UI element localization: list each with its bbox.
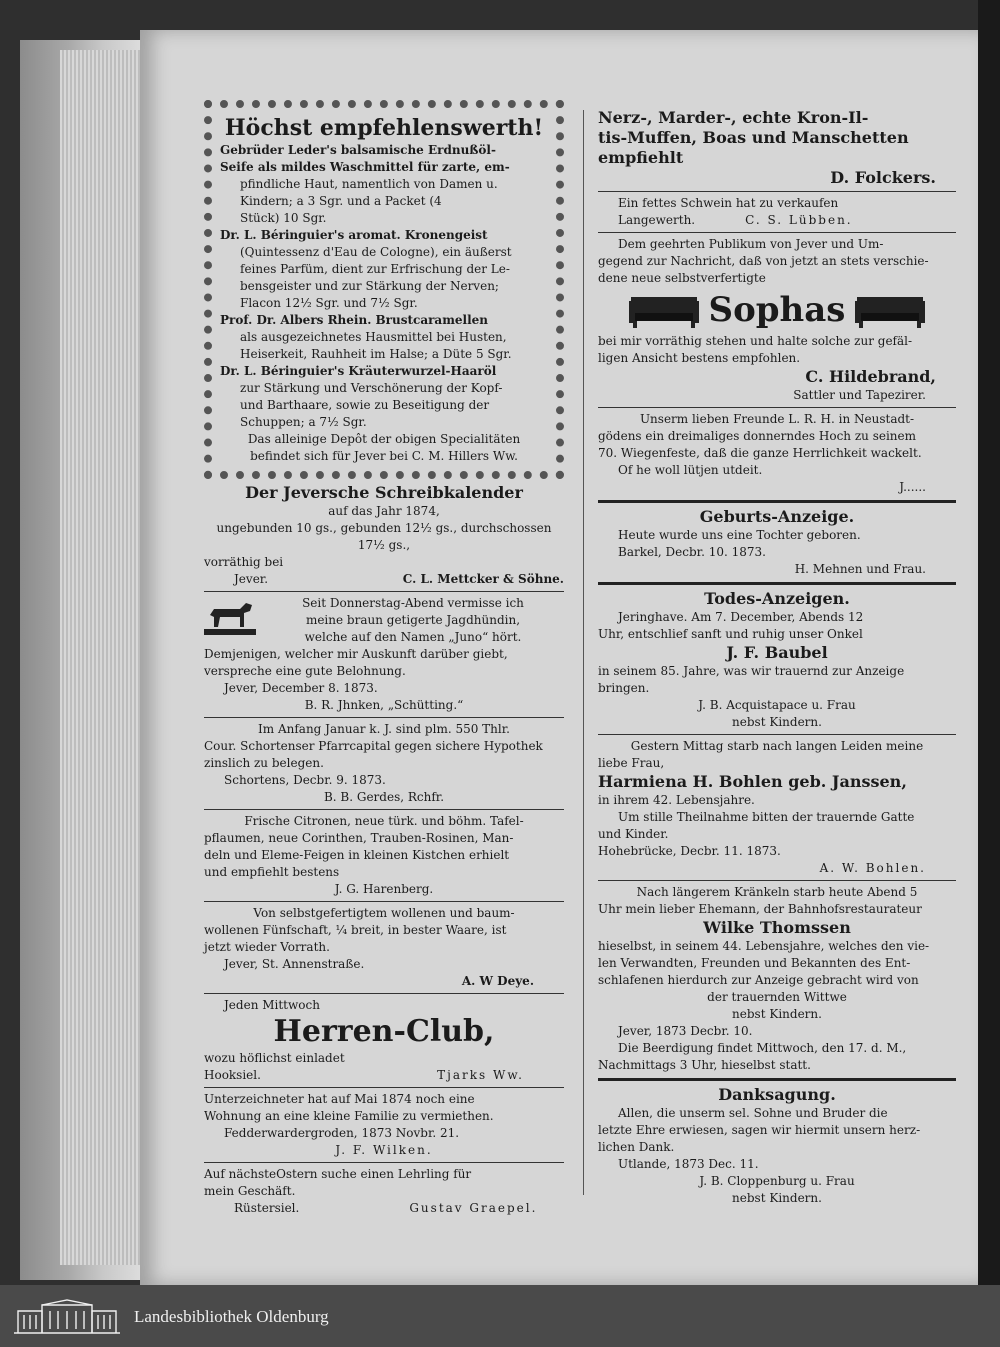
- ad-line: Gestern Mittag starb nach langen Leiden meine: [630, 739, 924, 753]
- ad-title: Höchst empfehlenswerth!: [224, 115, 544, 141]
- ad-line: Jever, 1873 Decbr. 10.: [618, 1024, 753, 1038]
- ad-title: Der Jeversche Schreibkalender: [245, 483, 523, 502]
- ad-line: in seinem 85. Jahre, was wir trauernd zur Anzeige: [598, 664, 905, 678]
- ad-line: verspreche eine gute Belohnung.: [204, 664, 406, 678]
- ad-line: Heiserkeit, Rauhheit im Halse; a Düte 5 Sgr.: [240, 347, 512, 361]
- rule: [598, 734, 956, 735]
- rule: [598, 232, 956, 233]
- ad-pig: [598, 195, 956, 229]
- name: C. S. Lübben.: [745, 213, 853, 227]
- ad-line: Ein fettes Schwein hat zu verkaufen: [618, 196, 839, 210]
- ad-line: Von selbstgefertigtem wollenen und baum-: [253, 906, 515, 920]
- ad-line: Jeden Mittwoch: [224, 998, 320, 1012]
- ad-line: gegend zur Nachricht, daß von jetzt an stets verschie-: [598, 254, 929, 268]
- ad-line: welche auf den Namen „Juno“ hört.: [304, 630, 522, 644]
- ad-line: nebst Kindern.: [732, 1007, 822, 1021]
- ad-line: mein Geschäft.: [204, 1184, 296, 1198]
- ad-title: Danksagung.: [718, 1085, 836, 1104]
- ad-line: feines Parfüm, dient zur Erfrischung der Le-: [240, 262, 510, 276]
- ad-line: Dr. L. Béringuier's Kräuterwurzel-Haaröl: [220, 364, 497, 378]
- ad-title: Geburts-Anzeige.: [699, 507, 855, 526]
- ad-line: Jever, St. Annenstraße.: [224, 957, 365, 971]
- ad-line: Uhr, entschlief sanft und ruhig unser Onkel: [598, 627, 863, 641]
- rule: [204, 1087, 564, 1088]
- ad-line: Barkel, Decbr. 10. 1873.: [618, 545, 766, 559]
- ad-death-notice-3: [598, 884, 956, 1074]
- ad-signature: B. B. Gerdes, Rchfr.: [323, 790, 445, 804]
- ad-furs: [598, 108, 956, 188]
- ad-line: und Kinder.: [598, 827, 669, 841]
- rule: [598, 880, 956, 881]
- ad-line: nebst Kindern.: [732, 1191, 822, 1205]
- ad-line: nebst Kindern.: [732, 715, 822, 729]
- ad-line: Seit Donnerstag-Abend vermisse ich: [302, 596, 524, 610]
- ad-line: Nerz-, Marder-, echte Kron-Il-: [598, 108, 869, 127]
- ad-line: Unserm lieben Freunde L. R. H. in Neustadt-: [639, 412, 915, 426]
- ad-line: (Quintessenz d'Eau de Cologne), ein äußerst: [240, 245, 512, 259]
- place: Rüstersiel.: [234, 1201, 300, 1215]
- ad-apartment: [204, 1091, 564, 1159]
- ad-signature: A. W. Bohlen.: [819, 861, 926, 875]
- ad-line: Utlande, 1873 Dec. 11.: [618, 1157, 759, 1171]
- ad-line: empfiehlt: [598, 148, 684, 167]
- ad-signature: D. Folckers.: [830, 168, 936, 187]
- ad-line: Prof. Dr. Albers Rhein. Brustcaramellen: [220, 313, 489, 327]
- ad-birthday: [598, 411, 956, 496]
- ad-line: 70. Wiegenfeste, daß die ganze Herrlichkeit wackelt.: [598, 446, 922, 460]
- ad-signature: J......: [899, 480, 926, 494]
- ad-signature: B. R. Jhnken, „Schütting.“: [304, 698, 464, 712]
- ad-line: Cour. Schortenser Pfarrcapital gegen sichere Hypothek: [204, 739, 543, 753]
- ad-signature-row: [204, 571, 564, 588]
- ad-line: bringen.: [598, 681, 650, 695]
- ad-line: ungebunden 10 gs., gebunden 12½ gs., durchschossen: [216, 521, 552, 535]
- ad-line: bensgeister und zur Stärkung der Nerven;: [240, 279, 499, 293]
- ad-thanks: [598, 1085, 956, 1207]
- rule: [204, 1162, 564, 1163]
- rule: [204, 901, 564, 902]
- ad-line: tis-Muffen, Boas und Manschetten: [598, 128, 909, 147]
- sofa-icon: [855, 291, 925, 329]
- ad-line: Dr. L. Béringuier's aromat. Kronengeist: [220, 228, 488, 242]
- ad-line: Schortens, Decbr. 9. 1873.: [224, 773, 386, 787]
- ad-line: ligen Ansicht bestens empfohlen.: [598, 351, 801, 365]
- ad-signature: J. F. Wilken.: [335, 1143, 433, 1157]
- ad-line: und Barthaare, sowie zu Beseitigung der: [240, 398, 490, 412]
- ad-birth-notice: [598, 507, 956, 578]
- firm-name: C. L. Mettcker & Söhne.: [402, 572, 564, 586]
- ad-line: Dem geehrten Publikum von Jever und Um-: [618, 237, 884, 251]
- ad-line: meine braun getigerte Jagdhündin,: [305, 613, 521, 627]
- ad-line: Flacon 12½ Sgr. und 7½ Sgr.: [240, 296, 418, 310]
- ad-line: als ausgezeichnetes Hausmittel bei Husten,: [240, 330, 507, 344]
- ad-line: befindet sich für Jever bei C. M. Hillers Ww.: [250, 449, 518, 463]
- ad-line: auf das Jahr 1874,: [328, 504, 440, 518]
- library-name: Landesbibliothek Oldenburg: [134, 1307, 329, 1326]
- ad-signature: J. G. Harenberg.: [334, 882, 434, 896]
- ad-line: jetzt wieder Vorrath.: [204, 940, 330, 954]
- ad-line: len Verwandten, Freunden und Bekannten des Ent-: [598, 956, 911, 970]
- ad-line: schlafenen hierdurch zur Anzeige gebracht wird von: [598, 973, 919, 987]
- ad-calendar: [204, 483, 564, 588]
- ad-signature-row: [204, 1200, 564, 1217]
- right-column: [598, 108, 956, 1207]
- ad-line: Allen, die unserm sel. Sohne und Bruder die: [618, 1106, 888, 1120]
- place: Jever.: [234, 572, 269, 586]
- ad-line: und empfiehlt bestens: [204, 865, 340, 879]
- name: Tjarks Ww.: [437, 1068, 524, 1082]
- rule: [204, 717, 564, 718]
- ad-signature: A. W Deye.: [461, 974, 534, 988]
- rule: [598, 407, 956, 408]
- deceased-name: Harmiena H. Bohlen geb. Janssen,: [598, 772, 907, 791]
- ad-capital: [204, 721, 564, 806]
- ad-title: Todes-Anzeigen.: [704, 589, 850, 608]
- ad-line: Auf nächsteOstern suche einen Lehrling für: [204, 1167, 472, 1181]
- ad-line: vorräthig bei: [204, 555, 284, 569]
- ad-title: Herren-Club,: [273, 1014, 495, 1049]
- ad-line: Kindern; a 3 Sgr. und a Packet (4: [240, 194, 442, 208]
- ad-line: J. B. Cloppenburg u. Frau: [699, 1174, 855, 1188]
- rule: [598, 500, 956, 503]
- rule: [204, 993, 564, 994]
- ad-specialities: [204, 100, 564, 479]
- ad-line: letzte Ehre erwiesen, sagen wir hiermit unsern herz-: [598, 1123, 921, 1137]
- ad-line: Jeringhave. Am 7. December, Abends 12: [618, 610, 864, 624]
- ad-signature: H. Mehnen und Frau.: [794, 562, 926, 576]
- ad-line: hieselbst, in seinem 44. Lebensjahre, welches den vie-: [598, 939, 930, 953]
- ad-title: Sophas: [708, 290, 846, 330]
- ad-line: Wohnung an eine kleine Familie zu vermiethen.: [204, 1109, 494, 1123]
- ad-line: Die Beerdigung findet Mittwoch, den 17. d. M.,: [618, 1041, 907, 1055]
- ad-line: pflaumen, neue Corinthen, Trauben-Rosinen, Man-: [204, 831, 514, 845]
- name: Gustav Graepel.: [409, 1201, 538, 1215]
- ad-line: lichen Dank.: [598, 1140, 675, 1154]
- ad-line: liebe Frau,: [598, 756, 665, 770]
- ad-line: Schuppen; a 7½ Sgr.: [240, 415, 367, 429]
- ad-line: Sattler und Tapezirer.: [793, 388, 926, 402]
- ad-line: der trauernden Wittwe: [707, 990, 847, 1004]
- ad-line: zur Stärkung und Verschönerung der Kopf-: [240, 381, 503, 395]
- ad-line: 17½ gs.,: [357, 538, 411, 552]
- ad-line: in ihrem 42. Lebensjahre.: [598, 793, 755, 807]
- rule: [204, 591, 564, 592]
- column-divider: [583, 110, 584, 1195]
- ad-line: Fedderwardergroden, 1873 Novbr. 21.: [224, 1126, 460, 1140]
- ad-line: Stück) 10 Sgr.: [240, 211, 327, 225]
- ad-death-notice-2: [598, 738, 956, 877]
- ad-line: Jever, December 8. 1873.: [224, 681, 378, 695]
- dog-icon: [204, 597, 256, 635]
- ad-wool: [204, 905, 564, 990]
- rule: [598, 582, 956, 585]
- ad-line: Nach längerem Kränkeln starb heute Abend 5: [636, 885, 918, 899]
- page-stack: [60, 50, 140, 1265]
- library-building-icon: [12, 1299, 122, 1335]
- left-column: [204, 100, 564, 1217]
- ad-line: J. B. Acquistapace u. Frau: [698, 698, 856, 712]
- rule: [204, 809, 564, 810]
- ad-line: dene neue selbstverfertigte: [598, 271, 766, 285]
- ad-death-notice-1: [598, 589, 956, 731]
- ad-line: pfindliche Haut, namentlich von Damen u.: [240, 177, 498, 191]
- ad-line: wollenen Fünfschaft, ¼ breit, in bester Waare, ist: [204, 923, 507, 937]
- ad-line: Frische Citronen, neue türk. und böhm. Tafel-: [244, 814, 524, 828]
- ad-apprentice: [204, 1166, 564, 1217]
- ad-line: Unterzeichneter hat auf Mai 1874 noch eine: [204, 1092, 475, 1106]
- ad-fruits: [204, 813, 564, 898]
- ad-signature-row: [598, 212, 956, 229]
- deceased-name: J. F. Baubel: [726, 643, 828, 662]
- ad-line: wozu höflichst einladet: [204, 1051, 345, 1065]
- ad-lost-dog: [204, 595, 564, 714]
- sofa-banner: [598, 291, 956, 329]
- ad-line: deln und Eleme-Feigen in kleinen Kistchen erhielt: [204, 848, 510, 862]
- ad-line: Hohebrücke, Decbr. 11. 1873.: [598, 844, 781, 858]
- deceased-name: Wilke Thomssen: [703, 918, 851, 937]
- ad-line: Im Anfang Januar k. J. sind plm. 550 Thlr.: [258, 722, 510, 736]
- ad-line: Gebrüder Leder's balsamische Erdnußöl-: [220, 143, 496, 157]
- ad-line: Um stille Theilnahme bitten der trauernde Gatte: [618, 810, 915, 824]
- ad-line: Uhr mein lieber Ehemann, der Bahnhofsrestaurateur: [598, 902, 922, 916]
- ad-herren-club: [204, 997, 564, 1084]
- ad-line: Nachmittags 3 Uhr, hieselbst statt.: [598, 1058, 811, 1072]
- ad-line: Seife als mildes Waschmittel für zarte, em-: [220, 160, 510, 174]
- ad-line: Das alleinige Depôt der obigen Specialitäten: [247, 432, 521, 446]
- ad-signature: C. Hildebrand,: [805, 367, 936, 386]
- sofa-icon: [629, 291, 699, 329]
- place: Langewerth.: [618, 213, 696, 227]
- scan-border: [978, 0, 1000, 1347]
- place: Hooksiel.: [204, 1068, 261, 1082]
- ad-line: gödens ein dreimaliges donnerndes Hoch zu seinem: [598, 429, 917, 443]
- ad-line: zinslich zu belegen.: [204, 756, 324, 770]
- ad-sofas: [598, 236, 956, 404]
- ad-line: Of he woll lütjen utdeit.: [618, 463, 763, 477]
- ad-signature-row: [204, 1067, 564, 1084]
- ad-line: Heute wurde uns eine Tochter geboren.: [618, 528, 861, 542]
- rule: [598, 191, 956, 192]
- library-footer: [0, 1285, 1000, 1347]
- ad-line: bei mir vorräthig stehen und halte solche zur gefäl-: [598, 334, 913, 348]
- rule: [598, 1078, 956, 1081]
- ad-line: Demjenigen, welcher mir Auskunft darüber giebt,: [204, 647, 508, 661]
